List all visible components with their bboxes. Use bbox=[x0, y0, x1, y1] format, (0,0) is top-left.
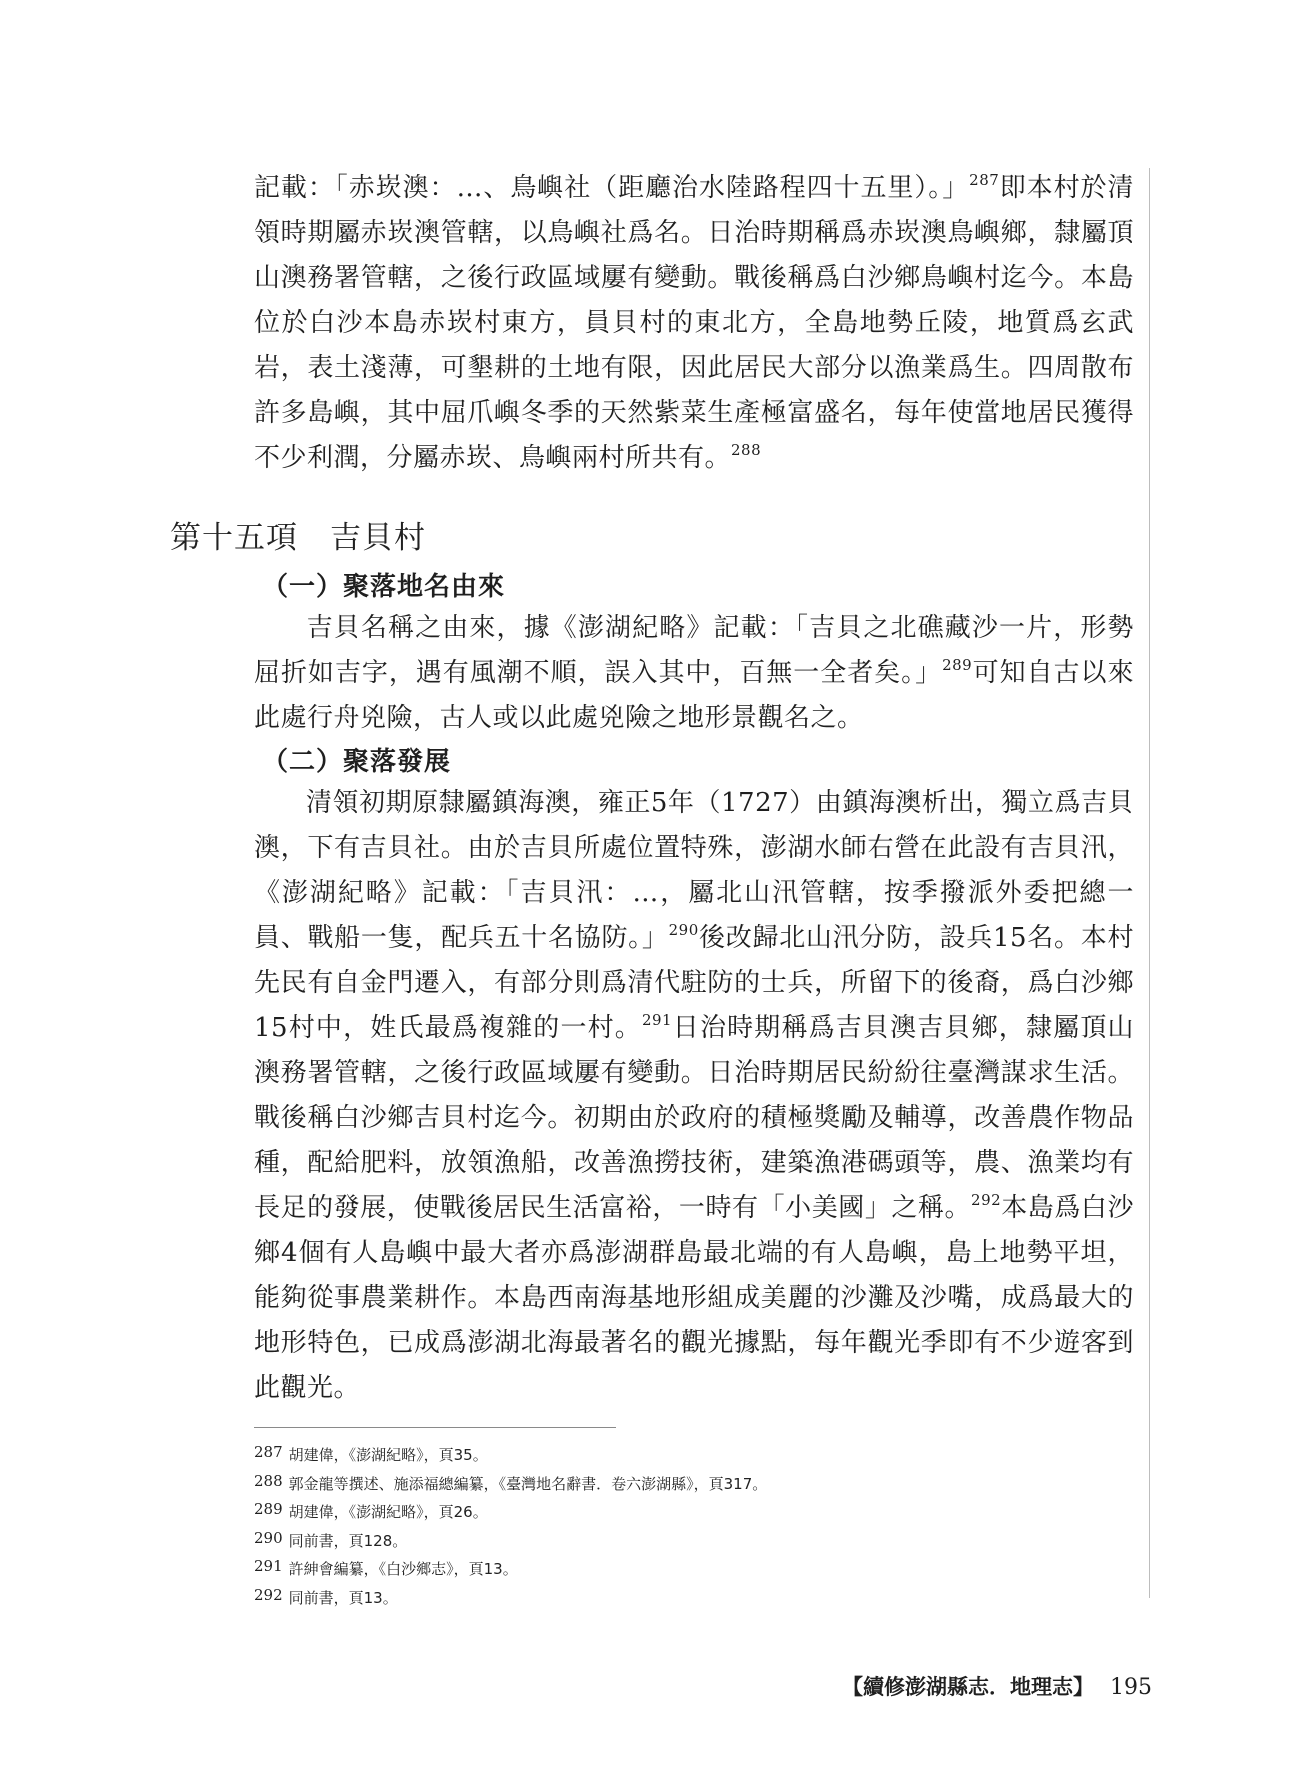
footnote-ref-288[interactable]: 288 bbox=[731, 441, 762, 459]
footnote-list bbox=[254, 1441, 1134, 1612]
footnote-ref-292[interactable]: 292 bbox=[971, 1191, 1002, 1209]
footnote-ref-289[interactable]: 289 bbox=[942, 656, 973, 674]
book-title: 【續修澎湖縣志．地理志】 bbox=[842, 1674, 1094, 1699]
subheading-place-name-origin: （一）聚落地名由來 bbox=[262, 572, 506, 602]
footnote-text: 郭金龍等撰述、施添福總編纂，《臺灣地名辭書．卷六澎湖縣》，頁317。 bbox=[288, 1474, 768, 1493]
paragraph-settlement-development bbox=[254, 781, 1134, 1411]
footnote-288 bbox=[254, 1470, 1134, 1499]
footnote-number: 289 bbox=[254, 1500, 283, 1518]
footnote-text: 胡建偉，《澎湖紀略》，頁35。 bbox=[288, 1446, 488, 1464]
text-run: 清領初期原隸屬鎮海澳，雍正5年（1727）由鎮海澳析出，獨立爲吉貝澳，下有吉貝社。由於吉貝所處位置特殊，澎湖水師右營在此設有吉貝汛，《澎湖紀略》記載：「吉貝汛：…，屬北山汛管轄，按季撥派外委把總一員、戰船一隻，配兵五十名協防。」 bbox=[254, 788, 1134, 953]
footnote-291 bbox=[254, 1555, 1134, 1584]
footnote-text: 許紳會編纂，《白沙鄉志》，頁13。 bbox=[288, 1560, 518, 1578]
page-footer bbox=[842, 1671, 1152, 1701]
footnote-number: 292 bbox=[254, 1585, 283, 1604]
subheading-settlement-development: （二）聚落發展 bbox=[262, 747, 452, 777]
text-run: 本島爲白沙鄉4個有人島嶼中最大者亦爲澎湖群島最北端的有人島嶼，島上地勢平坦，能夠從事農業耕作。本島西南海基地形組成美麗的沙灘及沙嘴，成爲最大的地形特色，已成爲澎湖北海最著名的觀光據點，每年觀光季即有不少遊客到此觀光。 bbox=[254, 1193, 1134, 1403]
footnote-number: 291 bbox=[254, 1557, 283, 1575]
footnote-text: 同前書，頁128。 bbox=[288, 1531, 408, 1550]
footnote-number: 290 bbox=[254, 1528, 283, 1547]
footnote-292 bbox=[254, 1584, 1134, 1613]
right-margin-rule bbox=[1149, 168, 1150, 1598]
footnote-289 bbox=[254, 1498, 1134, 1527]
footnote-287 bbox=[254, 1441, 1134, 1470]
text-run: 吉貝名稱之由來，據《澎湖紀略》記載：「吉貝之北礁藏沙一片，形勢屈折如吉字，遇有風潮不順，誤入其中，百無一全者矣。」 bbox=[254, 613, 1134, 688]
footnote-text: 胡建偉，《澎湖紀略》，頁26。 bbox=[288, 1503, 488, 1521]
footnote-number: 288 bbox=[254, 1471, 283, 1490]
text-run: 日治時期稱爲吉貝澳吉貝鄉，隸屬頂山澳務署管轄，之後行政區域屢有變動。日治時期居民紛紛往臺灣謀求生活。戰後稱白沙鄉吉貝村迄今。初期由於政府的積極獎勵及輔導，改善農作物品種，配給肥料，放領漁船，改善漁撈技術，建築漁港碼頭等，農、漁業均有長足的發展，使戰後居民生活富裕，一時有「小美國」之稱。 bbox=[254, 1013, 1134, 1223]
footnote-ref-287[interactable]: 287 bbox=[969, 171, 1000, 189]
text-run: 即本村於清領時期屬赤崁澳管轄，以鳥嶼社爲名。日治時期稱爲赤崁澳鳥嶼鄉，隸屬頂山澳務署管轄，之後行政區域屢有變動。戰後稱爲白沙鄉鳥嶼村迄今。本島位於白沙本島赤崁村東方，員貝村的東北方，全島地勢丘陵，地質爲玄武岩，表土淺薄，可墾耕的土地有限，因此居民大部分以漁業爲生。四周散布許多島嶼，其中屈爪嶼冬季的天然紫菜生產極富盛名，每年使當地居民獲得不少利潤，分屬赤崁、鳥嶼兩村所共有。 bbox=[254, 173, 1134, 473]
text-run: 後改歸北山汛分防，設兵15名。本村先民有自金門遷入，有部分則爲清代駐防的士兵，所留下的後裔，爲白沙鄉15村中，姓氏最爲複雜的一村。 bbox=[254, 923, 1134, 1043]
footnote-text: 同前書，頁13。 bbox=[288, 1588, 398, 1607]
paragraph-place-name-origin bbox=[254, 606, 1134, 741]
footnote-divider bbox=[254, 1427, 616, 1428]
footnote-ref-290[interactable]: 290 bbox=[668, 921, 699, 939]
footnote-ref-291[interactable]: 291 bbox=[641, 1011, 673, 1029]
text-run: 記載：「赤崁澳：…、鳥嶼社（距廳治水陸路程四十五里）。」 bbox=[254, 173, 970, 203]
text-run: 可知自古以來此處行舟兇險，古人或以此處兇險之地形景觀名之。 bbox=[254, 658, 1134, 733]
page-number: 195 bbox=[1110, 1675, 1152, 1700]
section-heading: 第十五項 吉貝村 bbox=[170, 520, 426, 556]
footnote-number: 287 bbox=[254, 1443, 283, 1461]
paragraph-niaoyu bbox=[254, 166, 1134, 481]
footnote-290 bbox=[254, 1527, 1134, 1556]
